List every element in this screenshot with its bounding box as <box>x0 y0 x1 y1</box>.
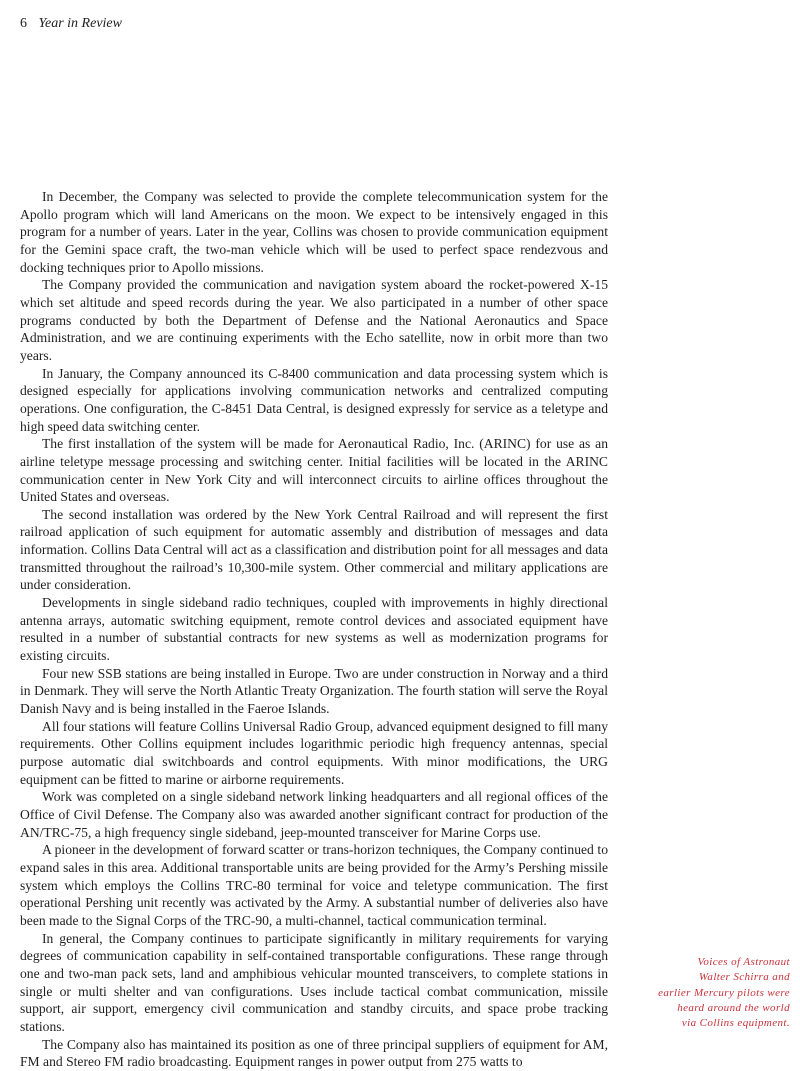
caption-line: via Collins equipment. <box>681 1017 790 1030</box>
paragraph-arinc: The first installation of the system will be made for Aeronautical Radio, Inc. (ARINC) for use as an airline teletype message processing and switching center. Initial facilities will be located in the ARINC communication center in New York City and will interconnect circuits to airline offices throughout the United States and overseas. <box>20 436 608 505</box>
sidebar-caption <box>590 955 790 1031</box>
section-title: Year in Review <box>38 16 122 31</box>
running-head <box>20 16 122 32</box>
paragraph-x15: The Company provided the communication and navigation system aboard the rocket-powered X-15 which set altitude and speed records during the year. We also participated in a number of other space programs conducted by both the Department of Defense and the National Aeronautics and Space Administration, and we are continuing experiments with the Echo satellite, now in orbit more than two years. <box>20 277 608 363</box>
paragraph-ssb-europe: Four new SSB stations are being installed in Europe. Two are under construction in Norway and a third in Denmark. They will serve the North Atlantic Treaty Organization. The fourth station will serve the Royal Danish Navy and is being installed in the Faeroe Islands. <box>20 665 608 717</box>
paragraph-broadcast: The Company also has maintained its position as one of three principal suppliers of equipment for AM, FM and Stereo FM radio broadcasting. Equipment ranges in power output from 275 watts to <box>20 1036 608 1070</box>
paragraph-civil-defense: Work was completed on a single sideband network linking headquarters and all regional offices of the Office of Civil Defense. The Company also was awarded another significant contract for production of the AN/TRC-75, a high frequency single sideband, jeep-mounted transceiver for Marine Corps use. <box>20 789 608 840</box>
paragraph-scatter: A pioneer in the development of forward scatter or trans-horizon techniques, the Company continued to expand sales in this area. Additional transportable units are being provided for the Army’s Pershing missile system which employs the Collins TRC-80 terminal for voice and teletype communication. The first operational Pershing unit recently was activated by the Army. A substantial number of deliveries also have been made to the Signal Corps of the TRC-90, a multi-channel, tactical communication terminal. <box>20 842 608 928</box>
caption-line: Walter Schirra and <box>698 971 790 984</box>
caption-line: Voices of Astronaut <box>697 956 790 968</box>
paragraph-c8400: In January, the Company announced its C-8400 communication and data processing system which is designed especially for applications involving communication networks and centralized computing operations. One configuration, the C-8451 Data Central, is designed expressly for service as a teletype and high speed data switching center. <box>20 365 608 434</box>
paragraph-railroad: The second installation was ordered by the New York Central Railroad and will represent the first railroad application of such equipment for automatic assembly and distribution of messages and data information. Collins Data Central will act as a classification and distribution point for all messages and data transmitted throughout the railroad’s 10,300-mile system. Other commercial and military applications are under consideration. <box>20 506 608 593</box>
paragraph-military: In general, the Company continues to participate significantly in military requirements for varying degrees of communication capability in self-contained transportable configurations. These range through one and two-man pack sets, land and amphibious vehicular mounted transceivers, to complete stations in single or multi shelter and van configurations. Uses include tactical combat communication, missile support, air support, emergency civil communication and standby circuits, and space probe tracking stations. <box>20 930 608 1034</box>
paragraph-apollo: In December, the Company was selected to provide the complete telecommunication system for the Apollo program which will land Americans on the moon. We expect to be intensively engaged in this program for a number of years. Later in the year, Collins was chosen to provide communication equipment for the Gemini space craft, the two-man vehicle which will be used to perfect space rendezvous and docking techniques prior to Apollo missions. <box>20 189 608 275</box>
paragraph-urg: All four stations will feature Collins Universal Radio Group, advanced equipment designed to fill many requirements. Other Collins equipment includes logarithmic periodic high frequency antennas, special purpose automatic dial switchboards and control equipments. With minor modifications, the URG equipment can be fitted to marine or airborne requirements. <box>20 718 608 787</box>
paragraph-ssb-developments: Developments in single sideband radio techniques, coupled with improvements in highly directional antenna arrays, automatic switching equipment, remote control devices and associated equipment have resulted in a number of substantial contracts for new systems as well as modernization programs for existing circuits. <box>20 595 608 664</box>
caption-line: heard around the world <box>677 1001 790 1014</box>
page-number: 6 <box>20 16 27 31</box>
body-text <box>20 188 608 1071</box>
caption-line: earlier Mercury pilots were <box>658 986 790 999</box>
